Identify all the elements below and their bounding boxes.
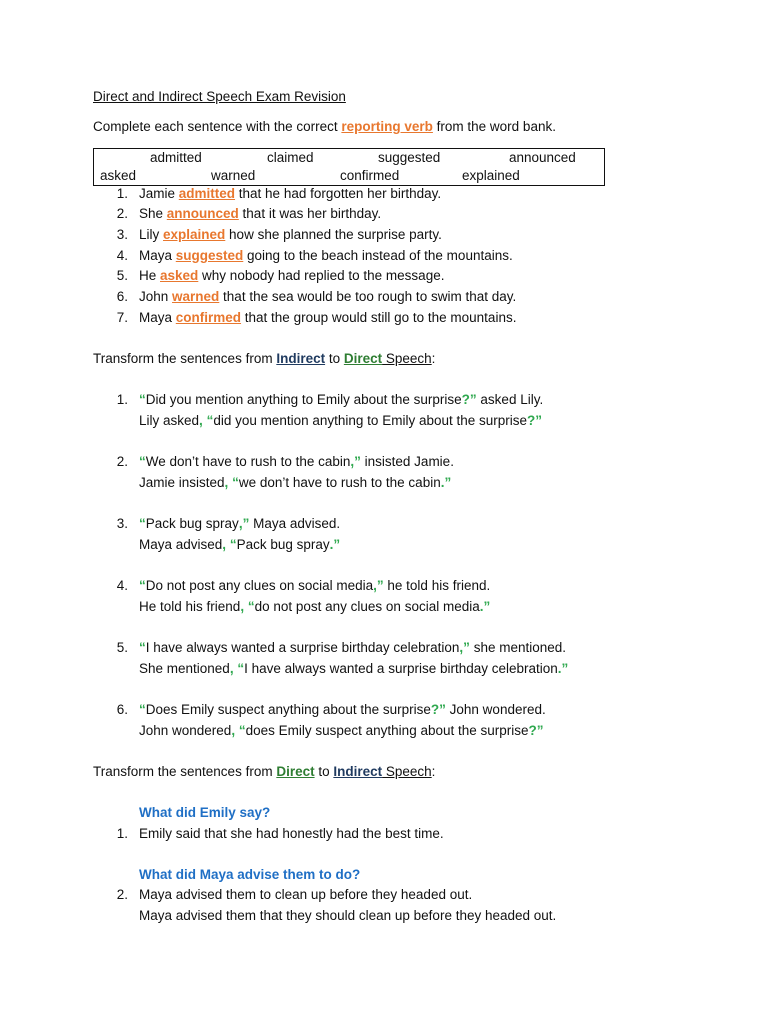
answer-line: Maya advised them that they should clean up before they headed out.: [139, 908, 557, 923]
indirect-sentence: [139, 453, 454, 471]
open-quote: “: [139, 578, 146, 593]
indirect-sentence: [139, 577, 490, 595]
sentence: Maya confirmed that the group would still go to the mountains.: [139, 310, 517, 325]
open-quote: “: [139, 702, 146, 717]
word-bank-item: claimed: [267, 150, 314, 165]
indirect-sentence: [139, 639, 566, 657]
word-bank-item: warned: [211, 168, 256, 183]
comma: ,: [199, 413, 203, 428]
word-bank-item: explained: [462, 168, 520, 183]
list-number: 4.: [116, 578, 128, 593]
close-quote: ,”: [459, 640, 470, 655]
instruction-text-end: from the word bank.: [432, 119, 556, 134]
close-quote: ?”: [528, 723, 544, 738]
quoted-text: We don’t have to rush to the cabin: [145, 454, 351, 469]
word-bank-item: announced: [509, 150, 576, 165]
close-quote: .”: [479, 599, 491, 614]
list-number: 2.: [116, 206, 128, 221]
open-quote: “: [226, 537, 237, 552]
answer-verb: asked: [160, 268, 199, 283]
answer-line: Maya advised them to clean up before they headed out.: [139, 887, 473, 902]
reporting-clause: Maya advised.: [249, 516, 341, 531]
sentence: Maya suggested going to the beach instead of the mountains.: [139, 248, 513, 263]
open-quote: “: [139, 516, 146, 531]
list-number: 1.: [116, 186, 128, 201]
reporting-clause: Lily asked: [139, 413, 200, 428]
list-number: 5.: [116, 640, 128, 655]
indirect-label: Indirect: [276, 351, 326, 366]
word-bank: [93, 148, 605, 186]
list-number: 7.: [116, 310, 128, 325]
reporting-clause: she mentioned.: [469, 640, 566, 655]
reporting-clause: He told his friend: [139, 599, 241, 614]
quoted-text: did you mention anything to Emily about the surprise: [213, 413, 528, 428]
comma: ,: [240, 599, 245, 614]
list-number: 3.: [116, 516, 128, 531]
close-quote: .”: [440, 475, 452, 490]
question-prompt: What did Maya advise them to do?: [139, 867, 361, 882]
direct-sentence: [139, 536, 340, 554]
answer-verb: suggested: [175, 248, 244, 263]
quoted-text: I have always wanted a surprise birthday celebration: [244, 661, 558, 676]
answer-verb: confirmed: [175, 310, 242, 325]
word-bank-item: admitted: [150, 150, 202, 165]
direct-label: Direct: [276, 764, 315, 779]
comma: ,: [231, 723, 236, 738]
indirect-label: Indirect: [333, 764, 383, 779]
open-quote: “: [233, 661, 245, 676]
close-quote: ?”: [430, 702, 446, 717]
answer-verb: admitted: [178, 186, 236, 201]
indirect-sentence: [139, 701, 546, 719]
instruction: [93, 118, 556, 136]
direct-sentence: [139, 660, 568, 678]
instruction-text: Complete each sentence with the correct: [93, 119, 342, 134]
quoted-text: does Emily suspect anything about the surprise: [245, 723, 529, 738]
section-heading-direct-to-indirect: Transform the sentences from Direct to Indirect Speech:: [93, 764, 436, 779]
sentence: She announced that it was her birthday.: [139, 206, 382, 221]
reporting-clause: insisted Jamie.: [360, 454, 454, 469]
question-prompt: What did Emily say?: [139, 805, 271, 820]
direct-sentence: [139, 598, 490, 616]
reporting-clause: Maya advised: [139, 537, 223, 552]
quoted-text: Do not post any clues on social media: [145, 578, 374, 593]
close-quote: .”: [557, 661, 569, 676]
answer-verb: warned: [172, 289, 220, 304]
quoted-text: Pack bug spray: [145, 516, 239, 531]
close-quote: ?”: [527, 413, 543, 428]
page-title: Direct and Indirect Speech Exam Revision: [93, 89, 346, 104]
word-bank-item: suggested: [378, 150, 441, 165]
quoted-text: do not post any clues on social media: [254, 599, 480, 614]
list-number: 1.: [116, 826, 128, 841]
reporting-clause: asked Lily.: [476, 392, 544, 407]
comma: ,: [224, 475, 229, 490]
word-bank-item: asked: [100, 168, 137, 183]
comma: ,: [222, 537, 227, 552]
indirect-sentence: [139, 391, 543, 409]
quoted-text: Does Emily suspect anything about the surprise: [145, 702, 431, 717]
sentence: He asked why nobody had replied to the message.: [139, 268, 445, 283]
direct-sentence: [139, 722, 544, 740]
reporting-clause: John wondered.: [445, 702, 546, 717]
list-number: 6.: [116, 702, 128, 717]
close-quote: ,”: [373, 578, 384, 593]
close-quote: .”: [329, 537, 341, 552]
open-quote: “: [139, 640, 146, 655]
list-number: 3.: [116, 227, 128, 242]
close-quote: ,”: [350, 454, 361, 469]
direct-label: Direct: [343, 351, 383, 366]
list-number: 2.: [116, 454, 128, 469]
word-bank-item: confirmed: [340, 168, 400, 183]
list-number: 1.: [116, 392, 128, 407]
answer-verb: announced: [166, 206, 239, 221]
open-quote: “: [244, 599, 255, 614]
list-number: 6.: [116, 289, 128, 304]
quoted-text: I have always wanted a surprise birthday celebration: [145, 640, 460, 655]
open-quote: “: [202, 413, 214, 428]
sentence: John warned that the sea would be too rough to swim that day.: [139, 289, 517, 304]
reporting-clause: John wondered: [139, 723, 232, 738]
list-number: 5.: [116, 268, 128, 283]
sentence: Lily explained how she planned the surprise party.: [139, 227, 442, 242]
open-quote: “: [139, 392, 146, 407]
quoted-text: Pack bug spray: [236, 537, 330, 552]
indirect-sentence: [139, 515, 340, 533]
section-heading-indirect-to-direct: Transform the sentences from Indirect to Direct Speech:: [93, 351, 436, 366]
direct-sentence: [139, 474, 451, 492]
answer-line: Emily said that she had honestly had the best time.: [139, 826, 444, 841]
reporting-verb-link: reporting verb: [341, 119, 433, 134]
comma: ,: [229, 661, 234, 676]
quoted-text: Did you mention anything to Emily about the surprise: [145, 392, 462, 407]
open-quote: “: [235, 723, 246, 738]
open-quote: “: [228, 475, 239, 490]
quoted-text: we don’t have to rush to the cabin: [238, 475, 441, 490]
answer-verb: explained: [163, 227, 226, 242]
reporting-clause: She mentioned: [139, 661, 230, 676]
reporting-clause: he told his friend.: [383, 578, 491, 593]
open-quote: “: [139, 454, 146, 469]
direct-sentence: [139, 412, 542, 430]
list-number: 2.: [116, 887, 128, 902]
close-quote: ,”: [238, 516, 250, 531]
sentence: Jamie admitted that he had forgotten her birthday.: [139, 186, 442, 201]
reporting-clause: Jamie insisted: [139, 475, 225, 490]
list-number: 4.: [116, 248, 128, 263]
close-quote: ?”: [461, 392, 477, 407]
